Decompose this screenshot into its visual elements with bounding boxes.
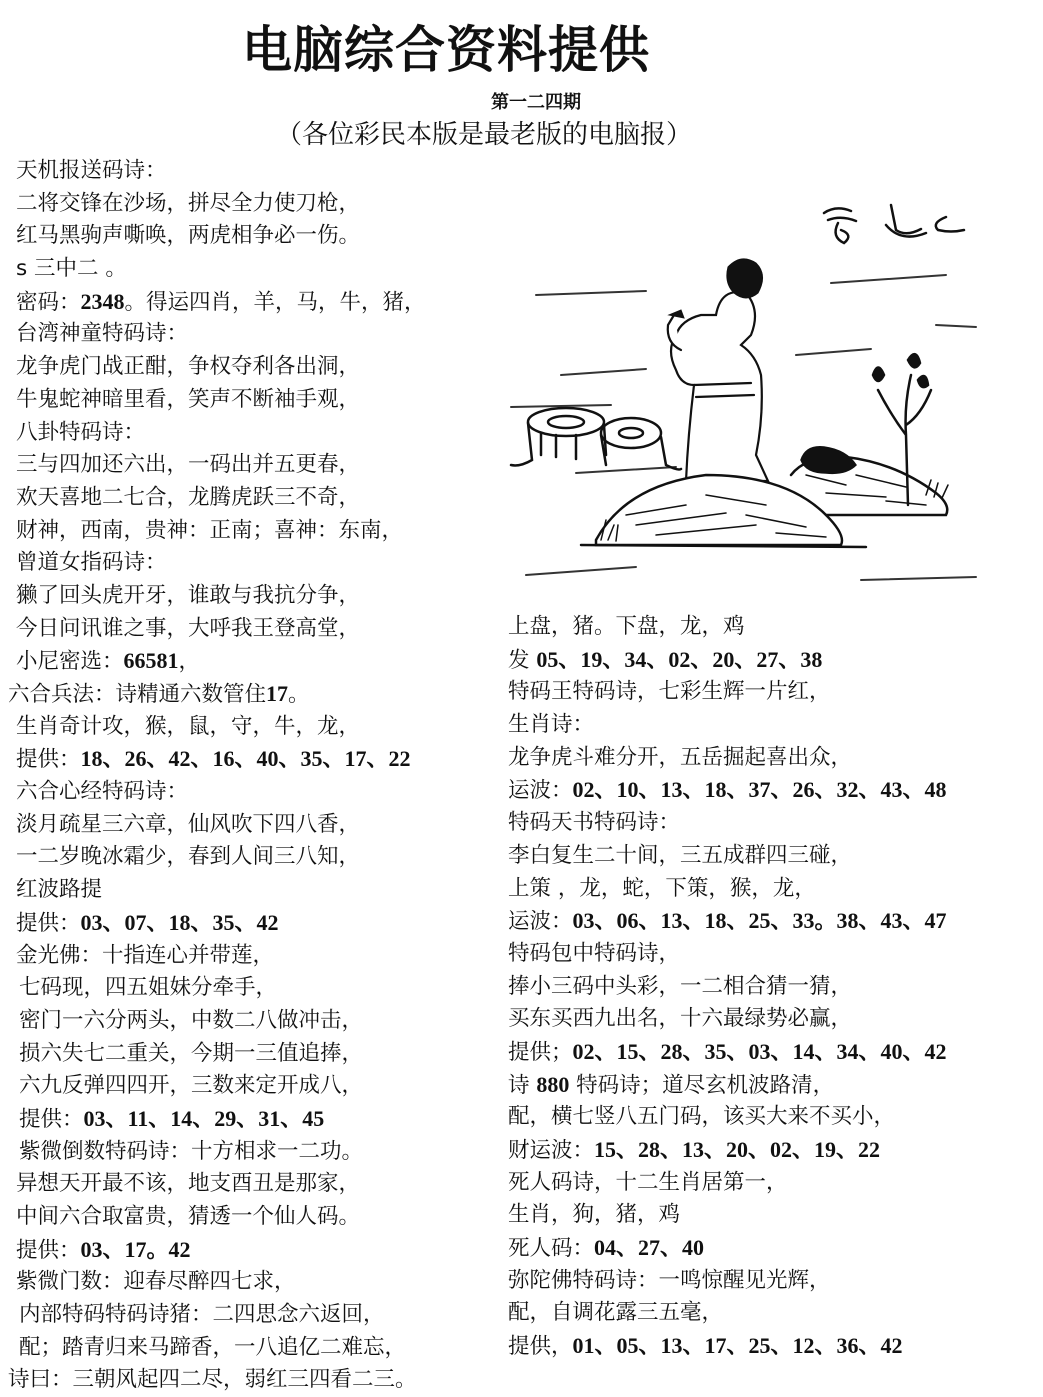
- text-line: 死人码：04、27、40: [508, 1235, 705, 1262]
- text-line: 特码王特码诗，七彩生辉一片红，: [508, 679, 831, 705]
- text-line: 财神，西南，贵神：正南；喜神：东南，: [16, 517, 404, 543]
- text-line: 六合兵法：诗精通六数管住17。: [8, 681, 310, 707]
- text-line: 提供：03、07、18、35、42: [16, 909, 279, 936]
- text-line: 损六失七二重关，今期一三值追捧，: [19, 1040, 364, 1066]
- text-line: 上盘，猪。下盘，龙，鸡: [508, 614, 745, 639]
- number-list: 03、06、13、18、25、33。38、43、47: [572, 908, 947, 934]
- text-line: 上策 ，龙，蛇，下策，猴，龙，: [508, 875, 816, 901]
- text-line: 密码：2348。得运四肖，羊，马，牛，猪，: [16, 288, 426, 315]
- ink-drawing-icon: [506, 175, 984, 585]
- text-line: 捧小三码中头彩，一二相合猜一猜，: [508, 973, 853, 999]
- section-heading: 台湾神童特码诗：: [16, 321, 189, 347]
- text-line: 异想天开最不该，地支酉丑是那家，: [16, 1171, 361, 1197]
- text-line: 獭了回头虎开牙，谁敢与我抗分争，: [16, 582, 361, 608]
- text-line: 配；踏青归来马蹄香，一八追亿二难忘，: [19, 1334, 407, 1360]
- text-line: s 三中二 。: [16, 256, 127, 282]
- text-line: 提供：18、26、42、16、40、35、17、22: [16, 746, 411, 773]
- text-line: 提供；02、15、28、35、03、14、34、40、42: [508, 1038, 947, 1065]
- illustration-woman-on-rocks: [506, 175, 984, 585]
- section-heading: 特码包中特码诗，: [508, 940, 681, 966]
- text-line: 七码现，四五姐妹分牵手，: [19, 975, 278, 1001]
- text-line: 今日问讯谁之事，大呼我王登高堂，: [16, 615, 361, 641]
- text-line: 天机报送码诗：: [16, 158, 167, 183]
- page-subtitle: （各位彩民本版是最老版的电脑报）: [276, 120, 693, 150]
- text-line: 发 05、19、34、02、20、27、38: [508, 646, 823, 673]
- number-list: 05、19、34、02、20、27、38: [536, 646, 823, 672]
- number-list: 2348: [80, 288, 125, 314]
- left-column: [8, 155, 426, 1397]
- number-list: 880: [536, 1071, 570, 1097]
- text-line: 买东买西九出名，十六最绿势必赢，: [508, 1006, 853, 1032]
- text-line: 财运波：15、28、13、20、02、19、22: [508, 1137, 881, 1163]
- text-line: 牛鬼蛇神暗里看，笑声不断袖手观，: [16, 386, 361, 412]
- text-line: 内部特码特码诗猪：二四思念六返回，: [19, 1302, 385, 1328]
- number-list: 03、17。42: [80, 1236, 191, 1262]
- number-list: 03、11、14、29、31、45: [83, 1105, 325, 1131]
- number-list: 02、15、28、35、03、14、34、40、42: [572, 1038, 947, 1064]
- section-heading: 六合心经特码诗：: [16, 779, 189, 805]
- text-line: 红波路提: [16, 877, 103, 903]
- text-line: 弥陀佛特码诗：一鸣惊醒见光辉，: [508, 1267, 831, 1293]
- text-line: 三与四加还六出，一码出并五更春，: [16, 452, 361, 478]
- section-heading: 曾道女指码诗：: [16, 550, 167, 576]
- text-line: 金光佛：十指连心并带莲，: [16, 942, 275, 968]
- text-line: 生肖，狗，猪，鸡: [508, 1202, 681, 1228]
- section-heading: 八卦特码诗：: [16, 419, 146, 445]
- section-heading: 特码天书特码诗：: [508, 810, 681, 836]
- text-line: 欢天喜地二七合，龙腾虎跃三不奇，: [16, 484, 361, 510]
- text-line: 六九反弹四四开，三数来定开成八，: [19, 1073, 364, 1099]
- text-line: 诗 880 特码诗；道尽玄机波路清，: [508, 1071, 835, 1098]
- text-line: 运波：02、10、13、18、37、26、32、43、48: [508, 777, 947, 804]
- page-title: 电脑综合资料提供: [242, 21, 650, 79]
- number-list: 66581: [123, 648, 179, 674]
- text-line: 运波：03、06、13、18、25、33。38、43、47: [508, 908, 947, 935]
- number-list: 01、05、13、17、25、12、36、42: [572, 1333, 903, 1359]
- text-line: 紫微门数：迎春尽醉四七求，: [16, 1269, 296, 1295]
- text-line: 生肖奇计攻，猴，鼠，守，牛，龙，: [16, 713, 361, 739]
- number-list: 18、26、42、16、40、35、17、22: [80, 746, 411, 772]
- number-list: 17: [266, 681, 289, 706]
- section-heading: 生肖诗：: [508, 712, 595, 738]
- number-list: 02、10、13、18、37、26、32、43、48: [572, 777, 947, 803]
- text-line: 红马黑驹声嘶唤，两虎相争必一伤。: [16, 223, 361, 249]
- text-line: 中间六合取富贵，猜透一个仙人码。: [16, 1204, 361, 1229]
- text-line: 龙争虎门战正酣，争权夺利各出洞，: [16, 354, 361, 380]
- signature-mark: [824, 205, 964, 243]
- number-list: 03、07、18、35、42: [80, 909, 279, 935]
- text-line: 龙争虎斗难分开，五岳掘起喜出众，: [508, 744, 853, 770]
- number-list: 15、28、13、20、02、19、22: [594, 1137, 881, 1162]
- number-list: 04、27、40: [594, 1235, 705, 1261]
- text-line: 死人码诗，十二生肖居第一，: [508, 1169, 788, 1195]
- text-line: 配，自调花露三五毫，: [508, 1300, 724, 1326]
- text-line: 密门一六分两头，中数二八做冲击，: [19, 1007, 364, 1033]
- text-line: 诗曰：三朝风起四二尽，弱红三四看二三。: [8, 1367, 417, 1393]
- text-line: 紫微倒数特码诗：十方相求一二功。: [19, 1138, 364, 1164]
- text-line: 二将交锋在沙场，拼尽全力使刀枪，: [16, 190, 361, 216]
- text-line: 提供：03、11、14、29、31、45: [19, 1105, 325, 1132]
- right-column: [508, 611, 947, 1363]
- text-line: 一二岁晚冰霜少，春到人间三八知，: [16, 844, 361, 870]
- issue-number: 第一二四期: [491, 92, 581, 113]
- text-line: 淡月疏星三六章，仙风吹下四八香，: [16, 811, 361, 837]
- text-line: 提供：03、17。42: [16, 1236, 191, 1263]
- text-line: 李白复生二十间，三五成群四三碰，: [508, 842, 853, 868]
- text-line: 提供，01、05、13、17、25、12、36、42: [508, 1333, 903, 1360]
- text-line: 配，横七竖八五门码，该买大来不买小，: [508, 1104, 896, 1130]
- text-line: 小尼密选：66581，: [16, 648, 201, 675]
